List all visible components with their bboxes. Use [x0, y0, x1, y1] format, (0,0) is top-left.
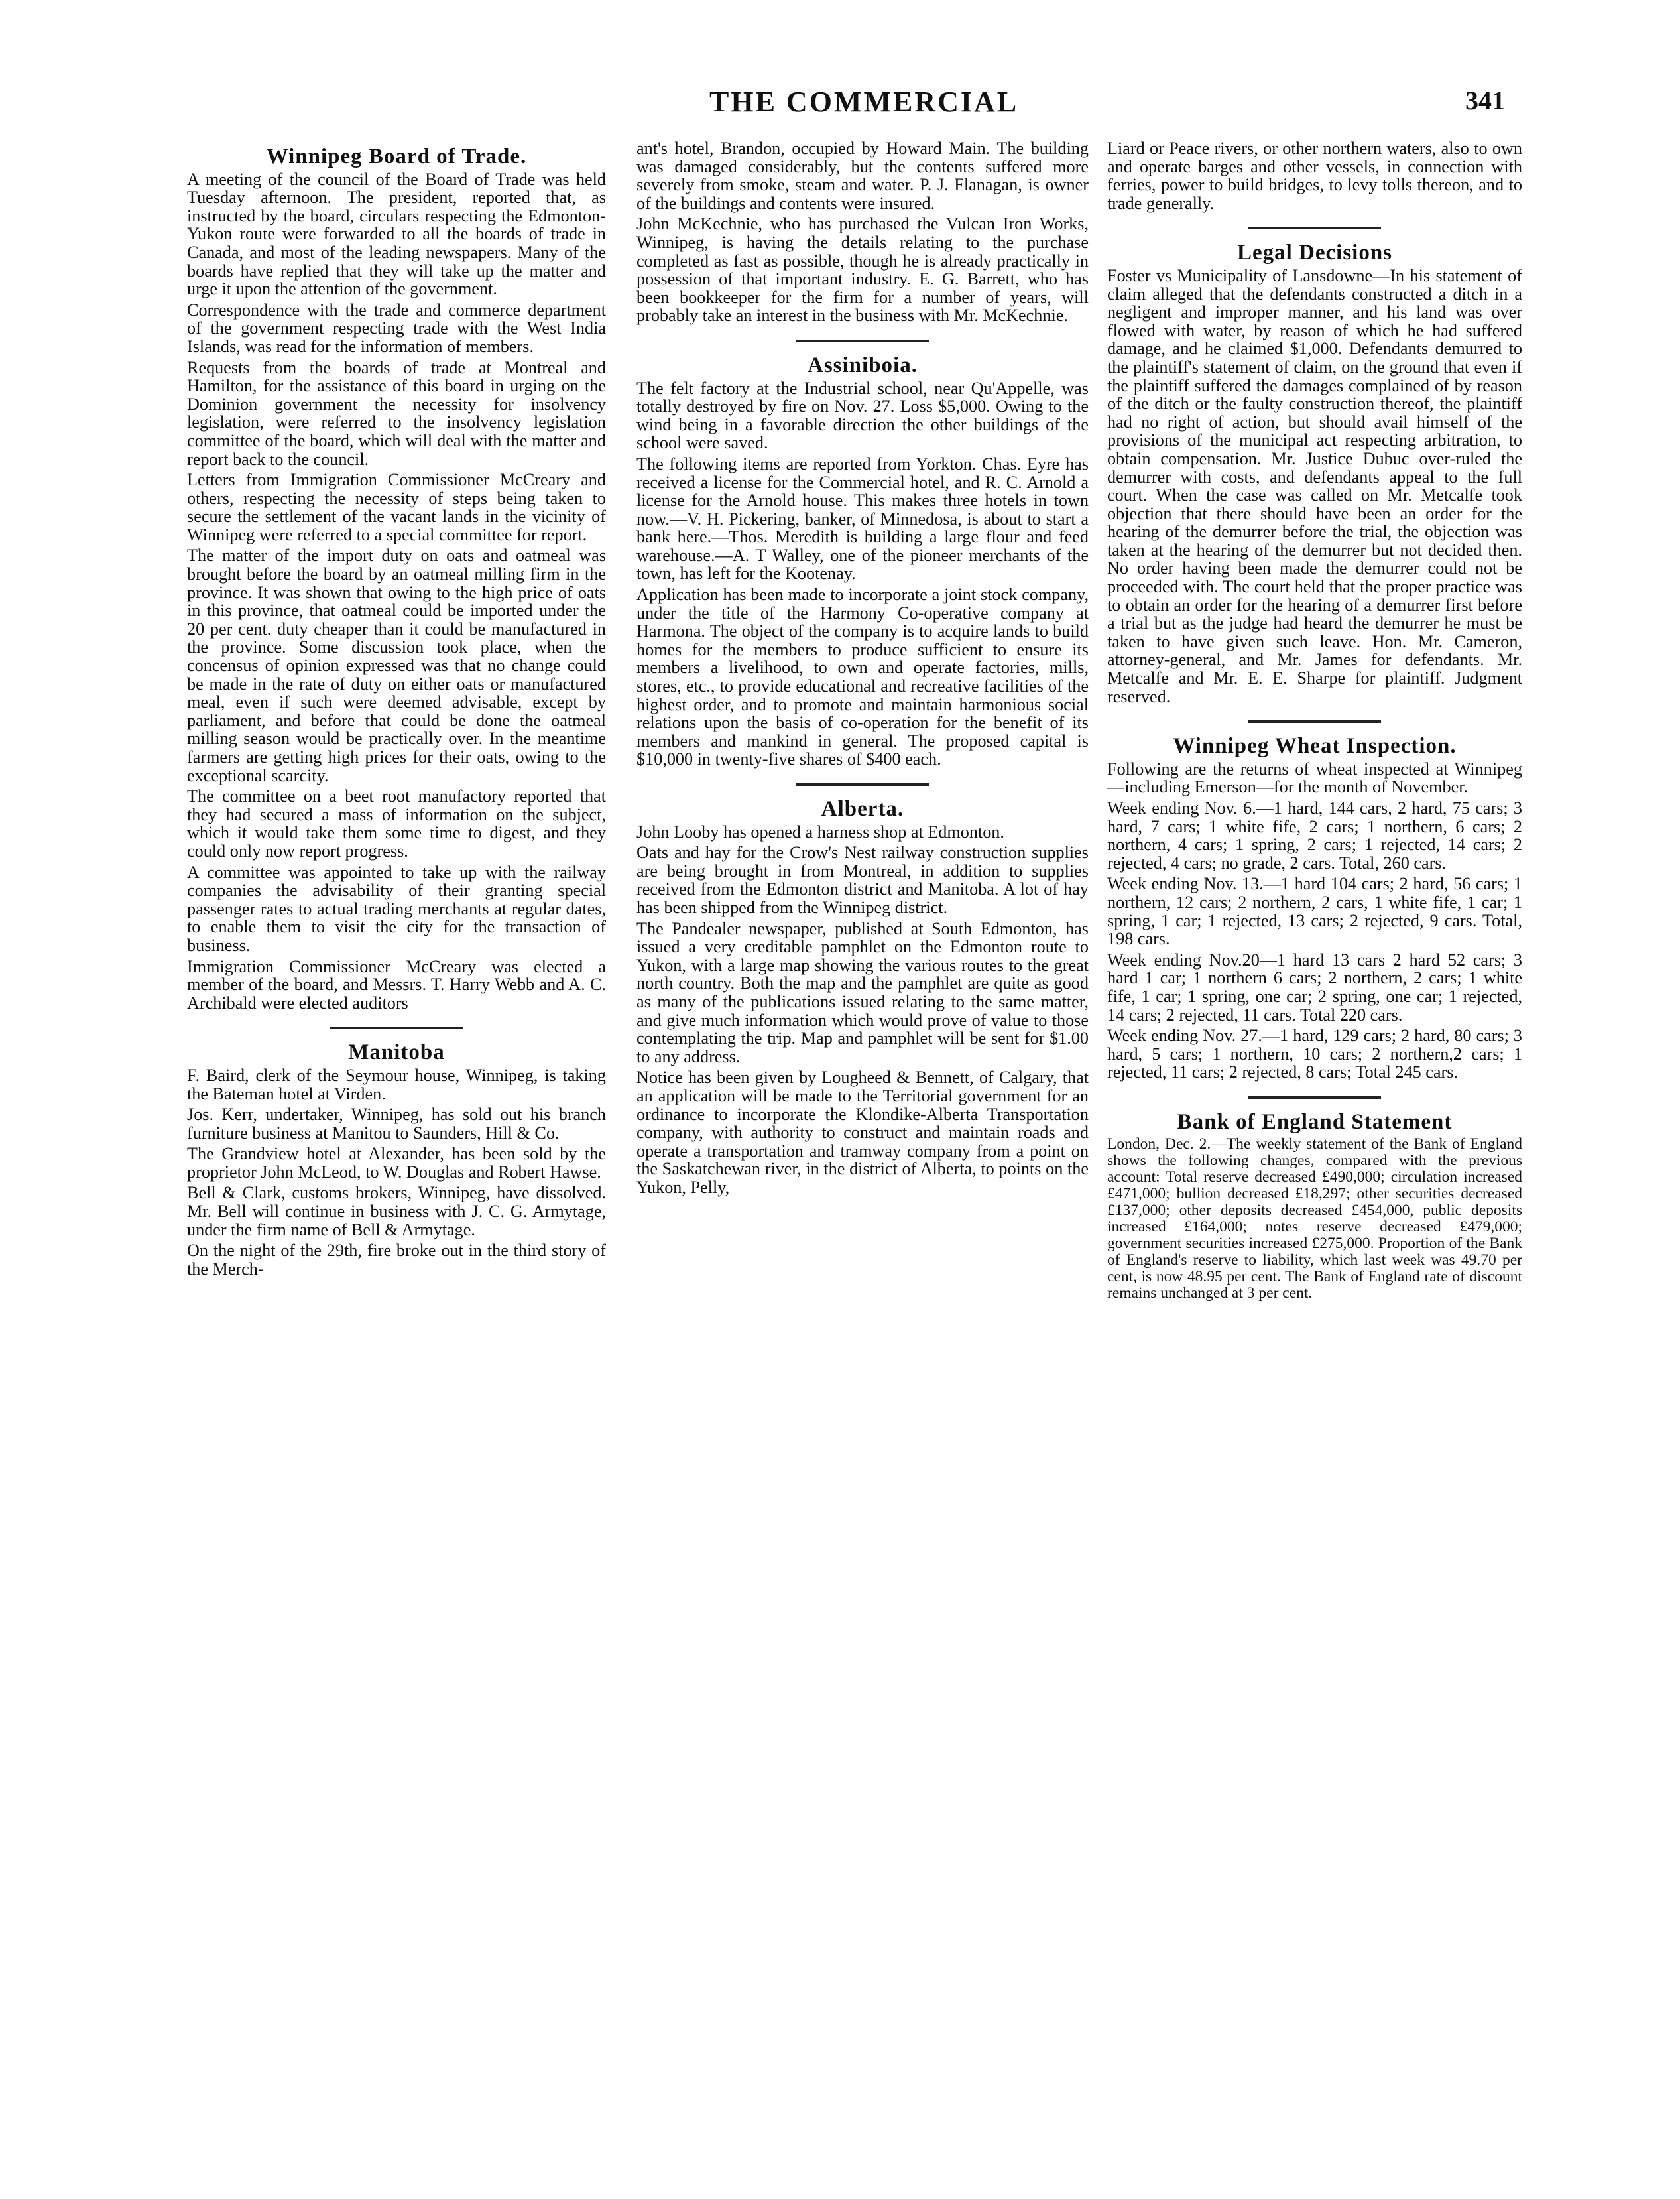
article-paragraph: Notice has been given by Lougheed & Bennett, of Calgary, that an application will be made to the Territorial government for an ordinance to incorporate the Klondike-Alberta Transportation company, with authority to construct and maintain roads and operate a transportation and tramway company from a point on the Saskatchewan river, in the district of Alberta, to points on the Yukon, Pelly,: [636, 1068, 1089, 1197]
heading-winnipeg-board-of-trade: Winnipeg Board of Trade.: [266, 145, 527, 168]
column-3: [1107, 139, 1522, 2155]
article-paragraph: Immigration Commissioner McCreary was elected a member of the board, and Messrs. T. Harry Webb and A. C. Archibald were elected auditors: [187, 956, 606, 1013]
article-paragraph: Foster vs Municipality of Lansdowne—In his statement of claim alleged that the defendants constructed a ditch in a negligent and improper manner, and his land was over flowed with water, by reason of which he had suffered damage, and he claimed $1,000. Defendants demurred to the plaintiff's statement of claim, on the ground that even if the plaintiff suffered the damages complained of by reason of the ditch or the faulty construction thereof, the plaintiff had no right of action, but should avail himself of the provisions of the municipal act respecting arbitration, to obtain compensation. Mr. Justice Dubuc over-ruled the demurrer with costs, and defendants appeal to the full court. When the case was called on Mr. Metcalfe took objection that there should have been an order for the hearing of the demurrer before the trial, the objection was taken at the hearing of the demurrer but not decided then. No order having been made the demurrer could not be proceeded with. The court held that the proper practice was to obtain an order for the hearing of a demurrer first before a trial but as the judge had heard the demurrer he must be taken to have given such leave. Hon. Mr. Cameron, attorney-general, and Mr. James for defendants. Mr. Metcalfe and Mr. E. E. Sharpe for plaintiff. Judgment reserved.: [1107, 265, 1522, 706]
article-paragraph: Correspondence with the trade and commerce department of the government respecting trade with the West India Islands, was read for the information of members.: [187, 300, 606, 356]
page-number: 341: [1465, 86, 1505, 115]
article-paragraph: Week ending Nov. 13.—1 hard 104 cars; 2 hard, 56 cars; 1 northern, 12 cars; 2 northern, 2 cars, 1 white fife, 1 car; 1 spring, 1 car; 1 rejected, 13 cars; 2 rejected, 9 cars. Total, 198 cars.: [1107, 874, 1522, 949]
article-paragraph: John Looby has opened a harness shop at Edmonton.: [636, 822, 1004, 842]
heading-winnipeg-wheat-inspection: Winnipeg Wheat Inspection.: [1173, 734, 1457, 759]
article-paragraph: Week ending Nov. 27.—1 hard, 129 cars; 2 hard, 80 cars; 3 hard, 5 cars; 1 northern, 10 cars; 2 northern,2 cars; 1 rejected, 11 cars; 2 rejected, 8 cars; Total 245 cars.: [1107, 1026, 1522, 1082]
article-paragraph: Oats and hay for the Crow's Nest railway construction supplies are being brought in from Montreal, in addition to supplies received from the Edmonton district and Manitoba. A lot of hay has been shipped from the Winnipeg district.: [636, 843, 1089, 917]
column-2: [636, 139, 1089, 2155]
heading-assiniboia: Assiniboia.: [808, 353, 918, 377]
heading-alberta: Alberta.: [821, 797, 904, 821]
article-paragraph: John McKechnie, who has purchased the Vulcan Iron Works, Winnipeg, is having the details relating to the purchase completed as fast as possible, though he is already practically in possession of that important industry. E. G. Barrett, who has been bookkeeper for the firm for a number of years, will probably take an interest in the business with Mr. McKechnie.: [636, 214, 1089, 326]
article-paragraph: A meeting of the council of the Board of Trade was held Tuesday afternoon. The president, reported that, as instructed by the board, circulars respecting the Edmonton-Yukon route were forwarded to all the boards of trade in Canada, and most of the leading newspapers. Many of the boards have replied that they will take up the matter and urge it upon the attention of the government.: [187, 169, 606, 299]
section-divider: [1248, 1096, 1381, 1099]
article-paragraph: Week ending Nov. 6.—1 hard, 144 cars, 2 hard, 75 cars; 3 hard, 7 cars; 1 white fife, 2 cars; 1 northern, 6 cars; 2 northern, 4 cars; 1 spring, 2 cars; 1 rejected, 14 cars; 2 rejected, 4 cars; no grade, 2 cars. Total, 260 cars.: [1107, 798, 1522, 873]
heading-bank-of-england-statement: Bank of England Statement: [1177, 1109, 1453, 1134]
article-paragraph: The Pandealer newspaper, published at South Edmonton, has issued a very creditable pamphlet on the Edmonton route to Yukon, with a large map showing the various routes to the great north country. Both the map and the pamphlet are quite as good as many of the publications issued relating to the same matter, and give much information which would prove of value to those contemplating the trip. Map and pamphlet will be sent for $1.00 to any address.: [636, 918, 1089, 1066]
article-paragraph: Requests from the boards of trade at Montreal and Hamilton, for the assistance of this board in urging on the Dominion government the necessity for insolvency legislation, were referred to the insolvency legislation committee of the board, which will deal with the matter and report back to the council.: [187, 357, 606, 469]
article-paragraph: The matter of the import duty on oats and oatmeal was brought before the board by an oatmeal milling firm in the province. It was shown that owing to the high price of oats in this province, that oatmeal could be imported under the 20 per cent. duty cheaper than it could be manufactured in the province. Some discussion took place, when the concensus of opinion expressed was that no change could be made in the rate of duty on either oats or manufactured meal, even if such were deemed advisable, except by parliament, and before that could be done the oatmeal milling season would be practically over. In the meantime farmers are getting high prices for their oats, owing to the exceptional scarcity.: [187, 546, 606, 785]
column-1: [187, 143, 606, 2159]
article-paragraph: The committee on a beet root manufactory reported that they had secured a mass of information on the subject, which it would take them some time to digest, and they could only now report progress.: [187, 786, 606, 861]
article-paragraph: The following items are reported from Yorkton. Chas. Eyre has received a license for the Commercial hotel, and R. C. Arnold a license for the Arnold house. This makes three hotels in town now.—V. H. Pickering, banker, of Minnedosa, is about to start a bank here.—Thos. Meredith is building a large flour and feed warehouse.—A. T Walley, one of the pioneer merchants of the town, has left for the Kootenay.: [636, 454, 1089, 584]
article-paragraph: ant's hotel, Brandon, occupied by Howard Main. The building was damaged considerably, but the contents suffered more severely from smoke, steam and water. P. J. Flanagan, is owner of the buildings and contents were insured.: [636, 139, 1089, 213]
section-divider: [796, 340, 929, 342]
article-paragraph: London, Dec. 2.—The weekly statement of the Bank of England shows the following changes, compared with the previous account: Total reserve decreased £490,000; circulation increased £471,000; bullion decreased £18,297; other securities decreased £137,000; other deposits decreased £454,000, public deposits increased £164,000; notes reserve decreased £479,000; government securities increased £275,000. Proportion of the Bank of England's reserve to liability, which last week was 49.70 per cent, is now 48.95 per cent. The Bank of England rate of discount remains unchanged at 3 per cent.: [1107, 1135, 1522, 1302]
heading-legal-decisions: Legal Decisions: [1236, 241, 1393, 265]
masthead: [0, 85, 1680, 138]
section-divider: [1248, 227, 1381, 229]
article-paragraph: The Grandview hotel at Alexander, has been sold by the proprietor John McLeod, to W. Douglas and Robert Hawse.: [187, 1144, 606, 1182]
article-paragraph: Liard or Peace rivers, or other northern waters, also to own and operate barges and other vessels, in connection with ferries, power to build bridges, to levy tolls thereon, and to trade generally.: [1107, 139, 1522, 213]
article-paragraph: A committee was appointed to take up with the railway companies the advisability of their granting special passenger rates to actual trading merchants at regular dates, to enable them to visit the city for the transaction of business.: [187, 862, 606, 955]
section-divider: [796, 783, 929, 786]
article-paragraph: Following are the returns of wheat inspected at Winnipeg—including Emerson—for the month of November.: [1107, 759, 1522, 797]
article-paragraph: Bell & Clark, customs brokers, Winnipeg, have dissolved. Mr. Bell will continue in business with J. C. G. Armytage, under the firm name of Bell & Armytage.: [187, 1183, 606, 1239]
article-paragraph: Application has been made to incorporate a joint stock company, under the title of the Harmony Co-operative company at Harmona. The object of the company is to acquire lands to build homes for the members to produce sufficient to ensure its members a livelihood, to own and operate factories, mills, stores, etc., to provide educational and recreative facilities of the highest order, and to promote and maintain harmonious social relations upon the basis of co-operation for the benefit of its members and mankind in general. The proposed capital is $10,000 in twenty-five shares of $400 each.: [636, 585, 1089, 769]
article-paragraph: On the night of the 29th, fire broke out in the third story of the Merch-: [187, 1241, 606, 1279]
article-paragraph: Letters from Immigration Commissioner McCreary and others, respecting the necessity of steps being taken to secure the settlement of the vacant lands in the vicinity of Winnipeg were referred to a special committee for report.: [187, 470, 606, 544]
article-paragraph: F. Baird, clerk of the Seymour house, Winnipeg, is taking the Bateman hotel at Virden.: [187, 1065, 606, 1103]
section-divider: [1248, 720, 1381, 723]
article-paragraph: Jos. Kerr, undertaker, Winnipeg, has sold out his branch furniture business at Manitou to Saunders, Hill & Co.: [187, 1105, 606, 1143]
heading-manitoba: Manitoba: [348, 1040, 445, 1065]
section-divider: [330, 1027, 463, 1029]
publication-title: THE COMMERCIAL: [709, 86, 1019, 118]
article-paragraph: Week ending Nov.20—1 hard 13 cars 2 hard 52 cars; 3 hard 1 car; 1 northern 6 cars; 2 northern, 2 cars; 1 white fife, 1 car; 1 spring, one car; 2 spring, one car; 1 rejected, 14 cars; 2 rejected, 11 cars. Total 220 cars.: [1107, 950, 1522, 1025]
article-paragraph: The felt factory at the Industrial school, near Qu'Appelle, was totally destroyed by fire on Nov. 27. Loss $5,000. Owing to the wind being in a favorable direction the other buildings of the school were saved.: [636, 378, 1089, 453]
